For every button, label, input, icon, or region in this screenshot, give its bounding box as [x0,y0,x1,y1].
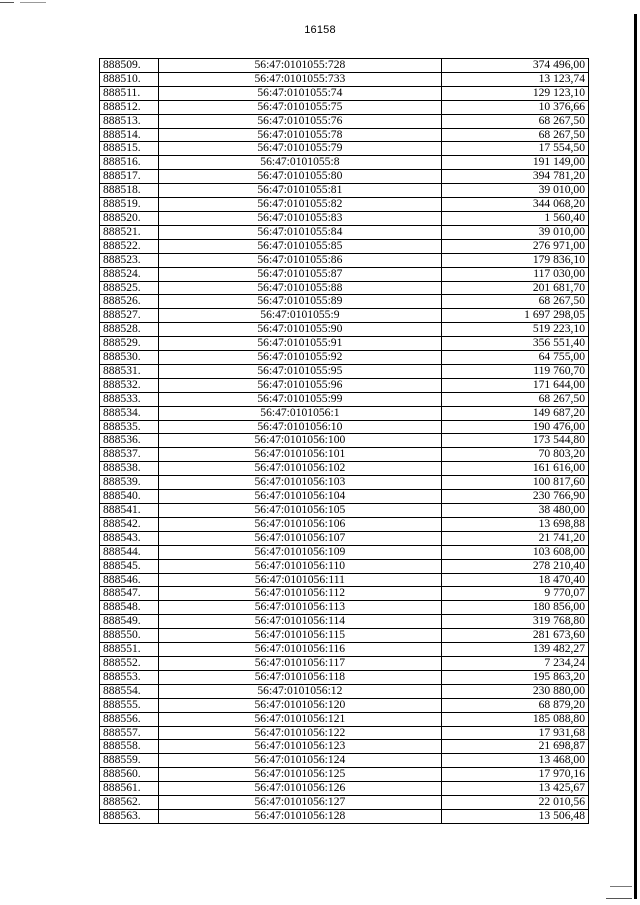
table-row [100,754,589,768]
cadastral-value: 68 267,50 [441,392,588,406]
cadastral-number: 56:47:0101056:117 [159,656,442,670]
cadastral-number: 56:47:0101055:82 [159,198,442,212]
cadastral-value: 179 836,10 [441,253,588,267]
table-row [100,545,589,559]
scan-bottom-mark [606,898,632,899]
cadastral-number: 56:47:0101055:79 [159,142,442,156]
cadastral-value: 519 223,10 [441,323,588,337]
cadastral-value: 117 030,00 [441,267,588,281]
table-row [100,629,589,643]
cadastral-value: 21 698,87 [441,740,588,754]
table-row [100,504,589,518]
row-number: 888561. [100,782,159,796]
table-row [100,170,589,184]
table-row [100,184,589,198]
cadastral-number: 56:47:0101056:122 [159,726,442,740]
cadastral-value: 230 880,00 [441,684,588,698]
cadastral-value: 13 468,00 [441,754,588,768]
cadastral-number: 56:47:0101056:101 [159,448,442,462]
table-row [100,434,589,448]
cadastral-number: 56:47:0101056:113 [159,601,442,615]
table-row [100,142,589,156]
cadastral-value: 7 234,24 [441,656,588,670]
row-number: 888544. [100,545,159,559]
cadastral-value: 10 376,66 [441,100,588,114]
table-row [100,72,589,86]
cadastral-number: 56:47:0101055:89 [159,295,442,309]
row-number: 888563. [100,809,159,823]
table-row [100,782,589,796]
row-number: 888559. [100,754,159,768]
row-number: 888514. [100,128,159,142]
table-row [100,476,589,490]
table-row [100,462,589,476]
cadastral-value: 13 698,88 [441,517,588,531]
cadastral-value: 129 123,10 [441,86,588,100]
table-row [100,156,589,170]
row-number: 888551. [100,643,159,657]
cadastral-number: 56:47:0101055:78 [159,128,442,142]
cadastral-number: 56:47:0101056:116 [159,643,442,657]
cadastral-number: 56:47:0101056:128 [159,809,442,823]
cadastral-number: 56:47:0101056:10 [159,420,442,434]
cadastral-value: 173 544,80 [441,434,588,448]
cadastral-value: 100 817,60 [441,476,588,490]
table-row [100,364,589,378]
cadastral-number: 56:47:0101055:87 [159,267,442,281]
table-row [100,267,589,281]
cadastral-value: 276 971,00 [441,239,588,253]
cadastral-number: 56:47:0101055:76 [159,114,442,128]
cadastral-value: 103 608,00 [441,545,588,559]
cadastral-number: 56:47:0101056:127 [159,796,442,810]
cadastral-value: 68 267,50 [441,295,588,309]
table-row [100,253,589,267]
page-number: 16158 [304,24,336,36]
row-number: 888527. [100,309,159,323]
row-number: 888545. [100,559,159,573]
cadastral-value: 191 149,00 [441,156,588,170]
table-row [100,587,589,601]
cadastral-value: 17 970,16 [441,768,588,782]
table-body [100,59,589,824]
cadastral-value: 1 560,40 [441,211,588,225]
table-row [100,643,589,657]
cadastral-number: 56:47:0101056:114 [159,615,442,629]
row-number: 888532. [100,378,159,392]
cadastral-value: 9 770,07 [441,587,588,601]
row-number: 888524. [100,267,159,281]
row-number: 888552. [100,656,159,670]
row-number: 888529. [100,337,159,351]
cadastral-number: 56:47:0101055:88 [159,281,442,295]
table-row [100,406,589,420]
table-row [100,712,589,726]
row-number: 888509. [100,59,159,73]
cadastral-number: 56:47:0101055:91 [159,337,442,351]
row-number: 888533. [100,392,159,406]
scan-edge-line [634,14,637,899]
cadastral-value: 278 210,40 [441,559,588,573]
row-number: 888521. [100,225,159,239]
row-number: 888557. [100,726,159,740]
cadastral-number: 56:47:0101055:9 [159,309,442,323]
table-row [100,559,589,573]
cadastral-number: 56:47:0101055:84 [159,225,442,239]
cadastral-number: 56:47:0101056:112 [159,587,442,601]
cadastral-number: 56:47:0101055:86 [159,253,442,267]
row-number: 888522. [100,239,159,253]
row-number: 888519. [100,198,159,212]
cadastral-number: 56:47:0101056:121 [159,712,442,726]
row-number: 888512. [100,100,159,114]
table-row [100,86,589,100]
cadastral-value: 190 476,00 [441,420,588,434]
cadastral-number: 56:47:0101056:115 [159,629,442,643]
table-row [100,740,589,754]
cadastral-number: 56:47:0101055:95 [159,364,442,378]
table-row [100,573,589,587]
cadastral-value: 21 741,20 [441,531,588,545]
cadastral-value: 68 267,50 [441,114,588,128]
cadastral-number: 56:47:0101056:126 [159,782,442,796]
cadastral-value: 1 697 298,05 [441,309,588,323]
row-number: 888523. [100,253,159,267]
table-row [100,351,589,365]
row-number: 888526. [100,295,159,309]
cadastral-number: 56:47:0101055:99 [159,392,442,406]
cadastral-value-table [99,58,589,824]
cadastral-value: 180 856,00 [441,601,588,615]
row-number: 888547. [100,587,159,601]
cadastral-number: 56:47:0101056:12 [159,684,442,698]
row-number: 888528. [100,323,159,337]
row-number: 888516. [100,156,159,170]
table-row [100,531,589,545]
row-number: 888543. [100,531,159,545]
scan-bottom-mark [610,886,632,887]
cadastral-value: 161 616,00 [441,462,588,476]
table-row [100,239,589,253]
cadastral-value: 22 010,56 [441,796,588,810]
cadastral-number: 56:47:0101056:124 [159,754,442,768]
cadastral-number: 56:47:0101055:96 [159,378,442,392]
table-row [100,796,589,810]
cadastral-number: 56:47:0101056:123 [159,740,442,754]
row-number: 888562. [100,796,159,810]
cadastral-value: 13 506,48 [441,809,588,823]
cadastral-value: 149 687,20 [441,406,588,420]
cadastral-number: 56:47:0101056:100 [159,434,442,448]
cadastral-number: 56:47:0101055:92 [159,351,442,365]
cadastral-value: 230 766,90 [441,490,588,504]
cadastral-number: 56:47:0101056:109 [159,545,442,559]
cadastral-number: 56:47:0101056:118 [159,670,442,684]
row-number: 888511. [100,86,159,100]
cadastral-number: 56:47:0101055:90 [159,323,442,337]
cadastral-number: 56:47:0101055:74 [159,86,442,100]
cadastral-number: 56:47:0101056:120 [159,698,442,712]
cadastral-number: 56:47:0101056:111 [159,573,442,587]
row-number: 888513. [100,114,159,128]
table-row [100,198,589,212]
cadastral-number: 56:47:0101056:103 [159,476,442,490]
row-number: 888525. [100,281,159,295]
row-number: 888539. [100,476,159,490]
row-number: 888520. [100,211,159,225]
row-number: 888534. [100,406,159,420]
cadastral-number: 56:47:0101055:83 [159,211,442,225]
row-number: 888537. [100,448,159,462]
table-row [100,601,589,615]
table-row [100,615,589,629]
cadastral-value: 38 480,00 [441,504,588,518]
row-number: 888531. [100,364,159,378]
cadastral-value: 119 760,70 [441,364,588,378]
cadastral-value: 319 768,80 [441,615,588,629]
table-row [100,128,589,142]
cadastral-number: 56:47:0101055:733 [159,72,442,86]
cadastral-value: 13 425,67 [441,782,588,796]
cadastral-value: 39 010,00 [441,184,588,198]
table-row [100,420,589,434]
row-number: 888540. [100,490,159,504]
row-number: 888555. [100,698,159,712]
cadastral-value: 139 482,27 [441,643,588,657]
row-number: 888554. [100,684,159,698]
cadastral-number: 56:47:0101055:75 [159,100,442,114]
cadastral-value: 344 068,20 [441,198,588,212]
cadastral-value: 70 803,20 [441,448,588,462]
table-row [100,726,589,740]
cadastral-value: 201 681,70 [441,281,588,295]
cadastral-number: 56:47:0101056:1 [159,406,442,420]
row-number: 888536. [100,434,159,448]
cadastral-number: 56:47:0101056:102 [159,462,442,476]
cadastral-number: 56:47:0101055:728 [159,59,442,73]
table-row [100,392,589,406]
row-number: 888518. [100,184,159,198]
cadastral-value: 374 496,00 [441,59,588,73]
cadastral-number: 56:47:0101055:8 [159,156,442,170]
row-number: 888550. [100,629,159,643]
row-number: 888535. [100,420,159,434]
row-number: 888560. [100,768,159,782]
table-row [100,670,589,684]
table-row [100,768,589,782]
cadastral-value: 13 123,74 [441,72,588,86]
cadastral-value: 18 470,40 [441,573,588,587]
row-number: 888556. [100,712,159,726]
cadastral-value: 17 931,68 [441,726,588,740]
cadastral-value: 171 644,00 [441,378,588,392]
row-number: 888510. [100,72,159,86]
table-row [100,656,589,670]
table-row [100,490,589,504]
scan-corner-mark [0,0,48,6]
row-number: 888542. [100,517,159,531]
table-row [100,281,589,295]
table-row [100,323,589,337]
cadastral-number: 56:47:0101056:105 [159,504,442,518]
cadastral-value: 68 267,50 [441,128,588,142]
cadastral-value: 39 010,00 [441,225,588,239]
row-number: 888538. [100,462,159,476]
table-row [100,59,589,73]
cadastral-value: 64 755,00 [441,351,588,365]
table-row [100,114,589,128]
cadastral-value: 68 879,20 [441,698,588,712]
cadastral-value: 17 554,50 [441,142,588,156]
row-number: 888541. [100,504,159,518]
cadastral-number: 56:47:0101055:81 [159,184,442,198]
cadastral-value: 185 088,80 [441,712,588,726]
table-row [100,517,589,531]
table-row [100,337,589,351]
table-row [100,100,589,114]
table-row [100,684,589,698]
row-number: 888548. [100,601,159,615]
row-number: 888546. [100,573,159,587]
row-number: 888558. [100,740,159,754]
cadastral-number: 56:47:0101055:85 [159,239,442,253]
table-row [100,378,589,392]
row-number: 888530. [100,351,159,365]
table-row [100,309,589,323]
cadastral-value: 195 863,20 [441,670,588,684]
cadastral-number: 56:47:0101056:110 [159,559,442,573]
table-row [100,698,589,712]
table-row [100,448,589,462]
cadastral-number: 56:47:0101055:80 [159,170,442,184]
row-number: 888517. [100,170,159,184]
table-row [100,809,589,823]
cadastral-number: 56:47:0101056:106 [159,517,442,531]
table-row [100,295,589,309]
cadastral-number: 56:47:0101056:125 [159,768,442,782]
table-row [100,225,589,239]
table-row [100,211,589,225]
cadastral-value: 356 551,40 [441,337,588,351]
cadastral-number: 56:47:0101056:107 [159,531,442,545]
cadastral-value: 281 673,60 [441,629,588,643]
cadastral-value: 394 781,20 [441,170,588,184]
row-number: 888515. [100,142,159,156]
cadastral-number: 56:47:0101056:104 [159,490,442,504]
row-number: 888553. [100,670,159,684]
row-number: 888549. [100,615,159,629]
